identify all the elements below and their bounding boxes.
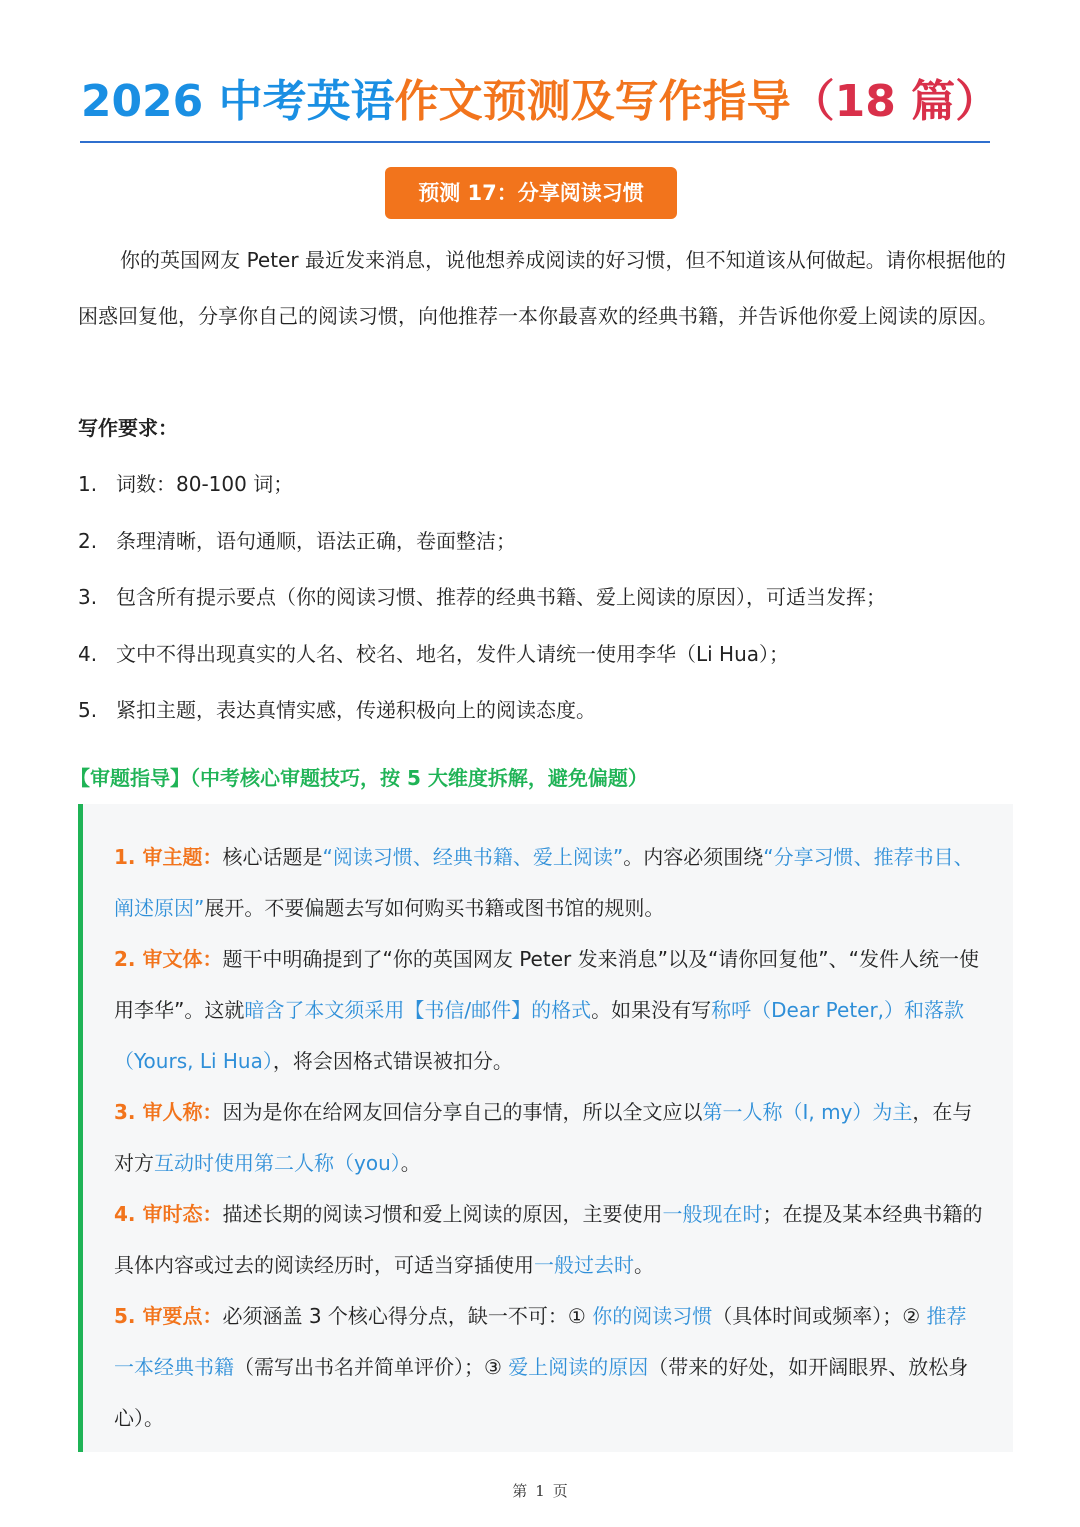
guide-text: 描述长期的阅读习惯和爱上阅读的原因，主要使用 — [222, 1202, 663, 1226]
guide-highlight: 第一人称（I, my）为主 — [702, 1100, 913, 1124]
requirement-text: 词数：80-100 词； — [116, 472, 294, 496]
guide-text: 核心话题是 — [222, 845, 323, 869]
page-title — [0, 70, 1080, 134]
guide-item-tense — [83, 1189, 1013, 1291]
writing-prompt: 你的英国网友 Peter 最近发来消息，说他想养成阅读的好习惯，但不知道该从何做起。请你根据他的困惑回复他，分享你自己的阅读习惯，向他推荐一本你最喜欢的经典书籍，并告诉他你爱上阅读的原因。 — [78, 248, 1006, 328]
guide-text: 展开。不要偏题去写如何购买书籍或图书馆的规则。 — [204, 896, 665, 920]
requirement-number: 5. — [78, 698, 98, 722]
requirement-number: 3. — [78, 585, 98, 609]
requirement-item — [78, 632, 1018, 689]
guide-text: 。 — [400, 1151, 421, 1175]
guide-highlight: “阅读习惯、经典书籍、爱上阅读” — [322, 845, 624, 869]
guide-text: 题干中明确提到了“你的英国网友 Peter 发来消息”以及“请你回复他”、“发件人统一使用李华”。这就 — [114, 947, 980, 1022]
guide-text: 。 — [634, 1253, 654, 1277]
guide-highlight: “分享习惯、推荐书目、阐述原因” — [114, 845, 974, 920]
guide-highlight: 暗含了本文须采用【书信/邮件】的格式 — [244, 998, 592, 1022]
guide-text: 。如果没有写 — [591, 998, 712, 1022]
guide-text: 必须涵盖 3 个核心得分点，缺一不可：① — [222, 1304, 593, 1328]
requirement-item — [78, 519, 1018, 576]
prediction-badge: 预测 17：分享阅读习惯 — [385, 167, 677, 219]
requirement-item — [78, 688, 1018, 745]
requirement-text: 包含所有提示要点（你的阅读习惯、推荐的经典书籍、爱上阅读的原因），可适当发挥； — [116, 585, 886, 609]
guide-label: 3. 审人称： — [114, 1100, 223, 1124]
guide-highlight: 一般过去时 — [534, 1253, 634, 1277]
guide-box — [78, 804, 1013, 1452]
guide-highlight: 一般现在时 — [662, 1202, 763, 1226]
footer-prefix: 第 — [512, 1482, 528, 1500]
guide-text: 。内容必须围绕 — [623, 845, 764, 869]
guide-text: 因为是你在给网友回信分享自己的事情，所以全文应以 — [222, 1100, 703, 1124]
guide-text: （带来的好处，如开阔眼界、放松身心）。 — [114, 1355, 969, 1430]
guide-highlight: 推荐一本经典书籍 — [114, 1304, 967, 1379]
guide-text: （需写出书名并简单评价）；③ — [234, 1355, 509, 1379]
requirement-number: 1. — [78, 472, 98, 496]
requirement-item — [78, 575, 1018, 632]
guide-highlight: 爱上阅读的原因 — [508, 1355, 649, 1379]
guide-item-points — [83, 1291, 1013, 1444]
guide-text: ，将会因格式错误被扣分。 — [272, 1049, 513, 1073]
requirement-text: 文中不得出现真实的人名、校名、地名，发件人请统一使用李华（Li Hua）； — [116, 641, 790, 666]
requirement-number: 2. — [78, 528, 98, 553]
requirements-heading: 写作要求： — [78, 416, 178, 440]
guide-text: ，在与对方 — [114, 1100, 973, 1175]
title-part-2: 作文预测及写作指导 — [394, 76, 791, 127]
requirements-list — [78, 462, 1018, 745]
guide-item-person — [83, 1087, 1013, 1189]
title-part-1: 2026 中考英语 — [80, 76, 395, 127]
guide-highlight: 称呼（Dear Peter,）和落款（Yours, Li Hua） — [114, 998, 965, 1073]
guide-highlight: 互动时使用第二人称（you） — [154, 1151, 401, 1175]
page-number: 1 — [535, 1482, 545, 1500]
requirement-text: 紧扣主题，表达真情实感，传递积极向上的阅读态度。 — [116, 698, 596, 722]
guide-label: 4. 审时态： — [114, 1202, 223, 1226]
guide-item-genre — [83, 934, 1013, 1087]
title-divider — [80, 141, 990, 143]
guide-text: （具体时间或频率）；② — [712, 1304, 927, 1328]
guide-label: 1. 审主题： — [114, 845, 223, 869]
footer-suffix: 页 — [552, 1482, 568, 1500]
requirement-item — [78, 462, 1018, 519]
guide-label: 2. 审文体： — [114, 947, 223, 971]
page-footer — [0, 1480, 1080, 1501]
guide-label: 5. 审要点： — [114, 1304, 223, 1328]
requirement-text: 条理清晰，语句通顺，语法正确，卷面整洁； — [116, 528, 516, 553]
title-part-3: （18 篇） — [790, 76, 1000, 127]
guide-text: ；在提及某本经典书籍的具体内容或过去的阅读经历时，可适当穿插使用 — [114, 1202, 983, 1277]
guide-heading: 【审题指导】（中考核心审题技巧，按 5 大维度拆解，避免偏题） — [70, 766, 648, 790]
requirement-number: 4. — [78, 641, 98, 666]
guide-item-theme — [83, 804, 1013, 934]
guide-highlight: 你的阅读习惯 — [592, 1304, 713, 1328]
